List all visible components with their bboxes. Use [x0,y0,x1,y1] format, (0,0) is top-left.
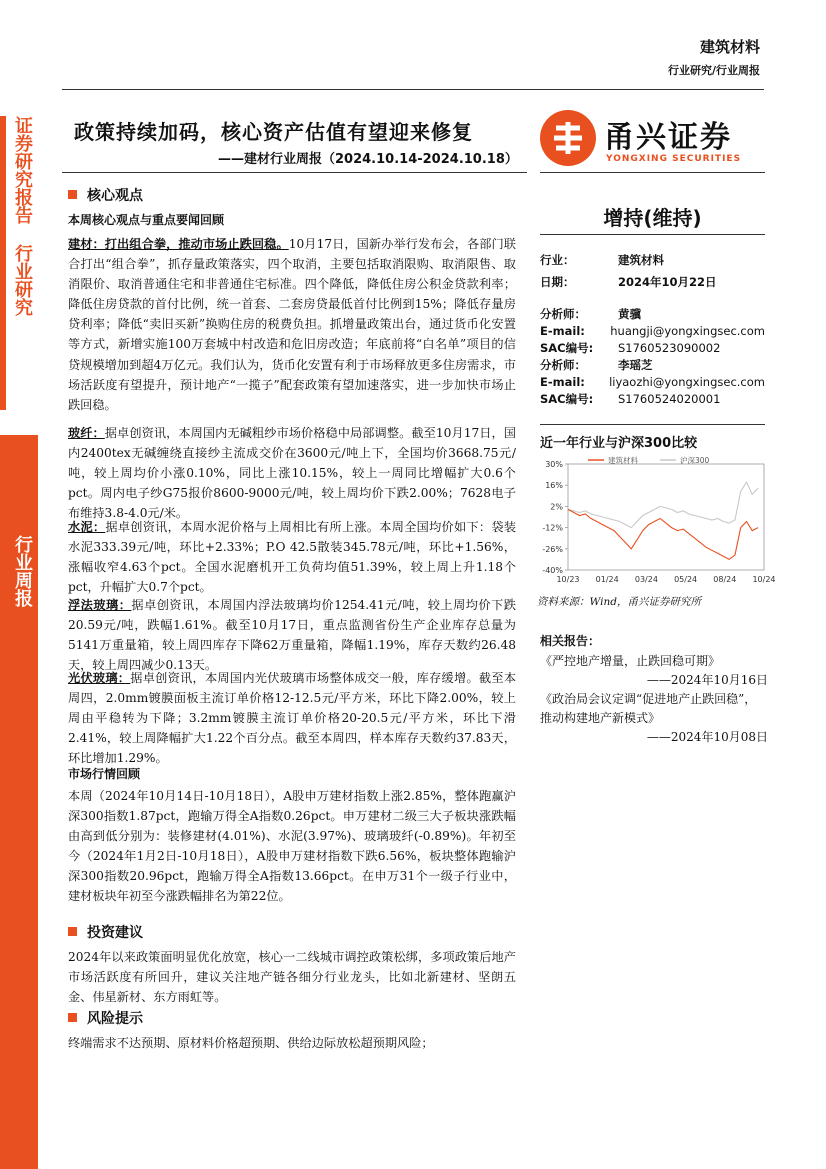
related-item: 《政治局会议定调“促进地产止跌回稳”，推动构建地产新模式》 ——2024年10月08日 [540,692,768,744]
analyst-row: E-mail: liyaozhi@yongxingsec.com [540,375,765,389]
company-logo [540,108,760,170]
x-tick-label: 03/24 [634,575,658,584]
logo-name-cn: 甬兴证券 [604,120,732,155]
section-market: 市场行情回顾 [68,767,141,781]
analyst-row: E-mail: huangji@yongxingsec.com [540,324,765,338]
analyst-row: SAC编号: S1760523090002 [540,341,721,355]
analyst-row: SAC编号: S1760524020001 [540,392,721,406]
y-tick-label: 2% [550,502,563,512]
y-tick-label: -40% [542,566,563,575]
para-cement: 水泥：据卓创资讯，本周水泥价格与上周相比有所上涨。本周全国均价如下：袋装水泥333.39元/吨，环比+2.33%；P.O 42.5散装345.78元/吨，环比+1.56%，涨幅收窄4.63个pct。全国水泥磨机开工负荷均值51.39%，较上周上升1.18个pct，升幅扩大0.7个pct。 [68,520,517,595]
analyst-row: 分析师： 李瑶芝 [540,358,653,372]
related-item: 《严控地产增量，止跌回稳可期》 ——2024年10月16日 [540,654,768,687]
logo-mark-icon [540,110,596,166]
x-tick-label: 10/24 [752,575,776,584]
report-title: 政策持续加码，核心资产估值有望迎来修复 [74,120,473,144]
para-building-materials: 建材：打出组合拳，推动市场止跌回稳。10月17日，国新办举行发布会，各部门联合打出“组合拳”，抓存量政策落实，四个取消，主要包括取消限购、取消限售、取消限价、取消普通住宅和非普通住宅标准。四个降低，降低住房公积金贷款利率；降低住房贷款的首付比例，统一首套、二套房贷最低首付比例到15%；降低存量房贷利率；降低“卖旧买新”换购住房的税费负担。抓增量政策出台，通过货币化安置等方式，新增实施100万套城中村改造和危旧房改造；年底前将“白名单”项目的信贷规模增加到超4万亿元。我们认为，货币化安置有利于市场释放更多住房需求，市场活跃度有望提升，预计地产“一揽子”配套政策有望加速落实，进一步加快市场止跌回稳。 [68,237,516,412]
side-label-research: 证券研究报告 [12,116,33,224]
section-risk: 风险提示 [68,1008,143,1028]
section-bullet-icon [68,1013,77,1022]
info-row-date: 日期： 2024年10月22日 [540,275,717,289]
para-float-glass: 浮法玻璃：据卓创资讯，本周国内浮法玻璃均价1254.41元/吨，较上周均价下跌20.59元/吨，跌幅1.61%。截至10月17日，重点监测省份生产企业库存总量为5141万重量箱，较上周四库存下降62万重量箱，降幅1.19%，库存天数约26.48天，较上周四减少0.13天。 [68,598,516,673]
para-invest: 2024年以来政策面明显优化放宽，核心一二线城市调控政策松绑，多项政策后地产市场活跃度有所回升，建议关注地产链各细分行业龙头，比如北新建材、坚朗五金、伟星新材、东方雨虹等。 [68,950,516,1005]
section-core: 核心观点 [68,185,143,205]
para-risk: 终端需求不达预期、原材料价格超预期、供给边际放松超预期风险； [68,1036,434,1050]
comparison-chart [532,452,776,590]
x-tick-label: 10/23 [556,575,580,584]
y-tick-label: 16% [545,481,563,491]
plot-frame [568,464,764,570]
analyst-row: 分析师： 黄骥 [540,307,641,321]
legend-label: 沪深300 [680,456,710,465]
y-tick-label: -12% [542,523,563,533]
section-bullet-icon [68,927,77,936]
side-label-industry: 行业研究 [12,244,33,316]
para-market: 本周（2024年10月14日-10月18日），A股申万建材指数上涨2.85%，整体跑赢沪深300指数1.87pct，跑输万得全A指数0.26pct。申万建材二级三大子板块涨跌幅由高到低分别为：装修建材(4.01%)、水泥(3.97%)、玻璃玻纤(-0.89%)。年初至今（2024年1月2日-10月18日），A股申万建材指数下跌6.56%，板块整体跑输沪深300指数20.96pct，跑输万得全A指数13.66pct。在申万31个一级子行业中，建材板块年初至今涨跌幅排名为第22位。 [68,789,516,904]
section-bullet-icon [68,190,77,199]
chart-divider [540,424,765,425]
section-core-subtitle: 本周核心观点与重点要闻回顾 [68,213,225,227]
side-band-bottom [0,435,38,1169]
chart-title: 近一年行业与沪深300比较 [540,436,698,451]
title-divider [62,172,527,173]
series-line [568,509,758,559]
side-label-weekly: 行业周报 [12,535,33,607]
analyst-block [540,306,765,408]
legend-label: 建筑材料 [608,456,638,465]
x-tick-label: 08/24 [713,575,737,584]
section-invest: 投资建议 [68,922,143,942]
x-tick-label: 01/24 [595,575,619,584]
rating: 增持(维持) [603,206,702,230]
rating-divider [540,234,765,235]
x-tick-label: 05/24 [674,575,698,584]
y-tick-label: -26% [542,544,563,554]
chart-source: 资料来源：Wind，甬兴证券研究所 [537,596,701,608]
info-block [540,249,765,293]
side-band-top [0,116,38,410]
info-row-industry: 行业： 建筑材料 [540,253,664,267]
y-tick-label: 30% [545,460,563,469]
related-title: 相关报告： [540,634,601,648]
right-divider [540,172,765,173]
side-bar [0,116,6,410]
header-divider [62,89,764,90]
para-pv-glass: 光伏玻璃：据卓创资讯，本周国内光伏玻璃市场整体成交一般，库存缓增。截至本周四，2.0mm镀膜面板主流订单价格12-12.5元/平方米，环比下降2.00%，较上周由平稳转为下降；3.2mm镀膜主流订单价格20-20.5元/平方米，环比下滑2.41%，较上周降幅扩大1.22个百分点。截至本周四，样本库存天数约37.83天，环比增加1.29%。 [68,671,517,766]
header-subtitle: 行业研究/行业周报 [667,64,760,77]
logo-name-en: YONGXING SECURITIES [606,154,742,164]
header-category: 建筑材料 [699,38,760,56]
report-subtitle: ——建材行业周报（2024.10.14-2024.10.18） [218,152,518,167]
para-glass-fiber: 玻纤：据卓创资讯，本周国内无碱粗纱市场价格稳中局部调整。截至10月17日，国内2400tex无碱缠绕直接纱主流成交价在3600元/吨上下，全国均价3668.75元/吨，较上周均价小涨0.10%，同比上涨10.15%，较上一周同比增幅扩大0.6个pct。周内电子纱G75报价8600-9000元/吨，较上周均价下跌2.00%；7628电子布维持3.8-4.0元/米。 [68,426,516,521]
